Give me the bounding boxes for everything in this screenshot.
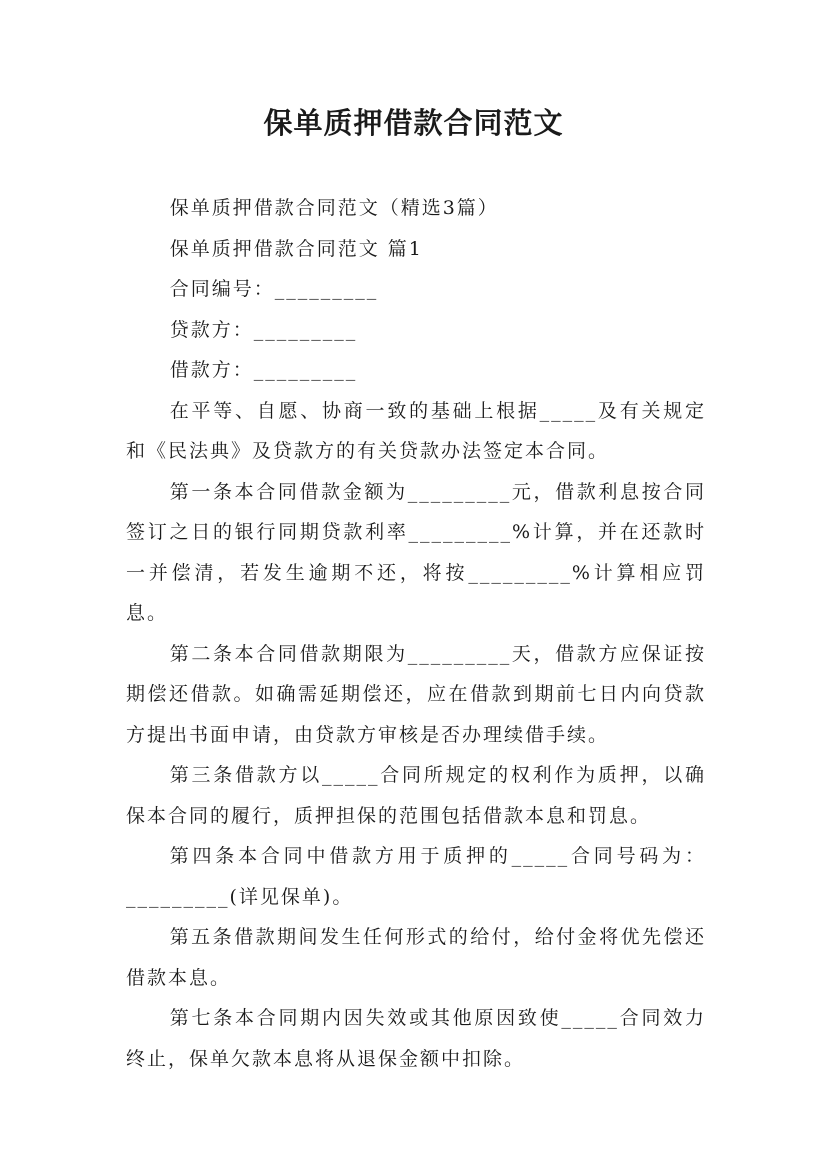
paragraph-contract-number: 合同编号：_________: [169, 278, 379, 300]
paragraph-section-heading: 保单质押借款合同范文 篇1: [169, 237, 423, 260]
paragraph-article-1: 第一条本合同借款金额为_________元，借款利息按合同签订之日的银行同期贷款利率_________%计算，并在还款时一并偿清，若发生逾期不还，将按_________%计算相应罚息。: [126, 480, 706, 624]
paragraph-article-3: 第三条借款方以_____合同所规定的权利作为质押，以确保本合同的履行，质押担保的范围包括借款本息和罚息。: [126, 764, 706, 827]
document-body: [126, 188, 706, 1079]
paragraph-article-4: 第四条本合同中借款方用于质押的_____合同号码为：_________(详见保单)。: [126, 845, 706, 908]
paragraph-article-5: 第五条借款期间发生任何形式的给付，给付金将优先偿还借款本息。: [126, 926, 706, 989]
paragraph-article-2: 第二条本合同借款期限为_________天，借款方应保证按期偿还借款。如确需延期偿还，应在借款到期前七日内向贷款方提出书面申请，由贷款方审核是否办理续借手续。: [126, 642, 706, 746]
paragraph-preamble: 在平等、自愿、协商一致的基础上根据_____及有关规定和《民法典》及贷款方的有关贷款办法签定本合同。: [126, 399, 706, 462]
paragraph-subtitle: 保单质押借款合同范文（精选3篇）: [169, 197, 499, 219]
paragraph-borrower: 借款方：_________: [169, 359, 358, 381]
paragraph-article-7: 第七条本合同期内因失效或其他原因致使_____合同效力终止，保单欠款本息将从退保金额中扣除。: [126, 1007, 706, 1070]
document-title: 保单质押借款合同范文: [263, 106, 564, 140]
paragraph-lender: 贷款方：_________: [169, 318, 358, 341]
